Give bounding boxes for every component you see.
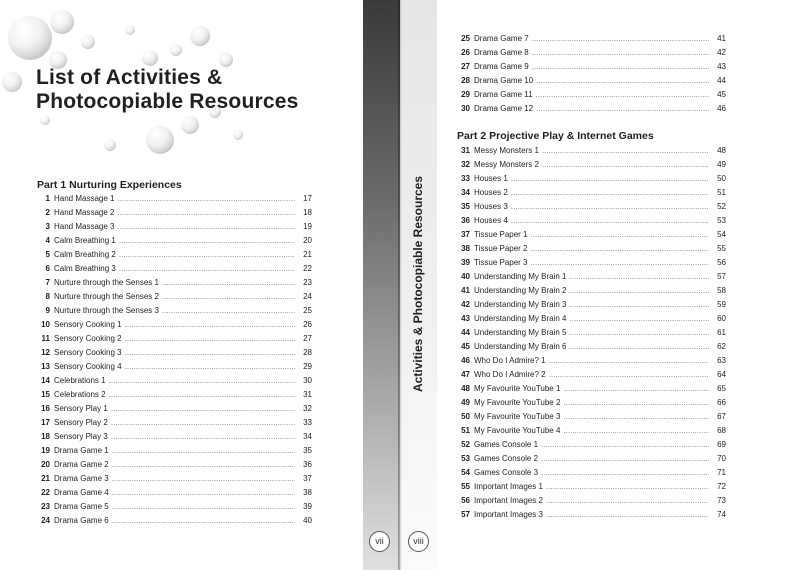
toc-leader-dots — [119, 264, 295, 273]
toc-entry-page: 51 — [717, 188, 726, 197]
toc-entry-page: 60 — [717, 314, 726, 323]
toc-leader-dots — [536, 76, 709, 85]
toc-entry-page: 63 — [717, 356, 726, 365]
toc-entry — [36, 516, 312, 530]
title-line-2: Photocopiable Resources — [36, 90, 299, 113]
toc-entry-page: 66 — [717, 398, 726, 407]
toc-entry-number: 29 — [461, 90, 470, 99]
toc-entry-number: 57 — [461, 510, 470, 519]
toc-entry — [456, 34, 726, 48]
toc-leader-dots — [112, 474, 295, 483]
toc-entry-page: 35 — [303, 446, 312, 455]
toc-leader-dots — [531, 230, 709, 239]
toc-entry-title: Drama Game 9 — [474, 62, 529, 71]
toc-entry — [36, 278, 312, 292]
toc-entry-page: 61 — [717, 328, 726, 337]
toc-entry — [456, 496, 726, 510]
toc-entry-title: Drama Game 5 — [54, 502, 109, 511]
toc-entry-page: 57 — [717, 272, 726, 281]
toc-entry — [36, 432, 312, 446]
toc-entry-number: 37 — [461, 230, 470, 239]
toc-entry — [36, 236, 312, 250]
toc-entry-title: Hand Massage 1 — [54, 194, 115, 203]
toc-entry — [456, 314, 726, 328]
toc-entry-title: Calm Breathing 3 — [54, 264, 116, 273]
toc-entry-page: 25 — [303, 306, 312, 315]
toc-leader-dots — [563, 398, 709, 407]
toc-entry — [36, 404, 312, 418]
toc-entry-page: 50 — [717, 174, 726, 183]
toc-entry-number: 11 — [41, 334, 50, 343]
toc-entry-number: 44 — [461, 328, 470, 337]
toc-entry — [36, 376, 312, 390]
toc-entry-page: 20 — [303, 236, 312, 245]
toc-entry — [36, 194, 312, 208]
toc-entry-page: 70 — [717, 454, 726, 463]
toc-entry — [456, 230, 726, 244]
toc-entry-page: 71 — [717, 468, 726, 477]
toc-entry — [456, 174, 726, 188]
toc-leader-dots — [570, 286, 710, 295]
toc-entry-page: 19 — [303, 222, 312, 231]
toc-entry-title: Nurture through the Senses 1 — [54, 278, 159, 287]
toc-entry-page: 52 — [717, 202, 726, 211]
toc-leader-dots — [111, 418, 295, 427]
toc-entry-title: Nurture through the Senses 2 — [54, 292, 159, 301]
toc-entry — [36, 250, 312, 264]
toc-entry — [456, 244, 726, 258]
toc-entry-number: 43 — [461, 314, 470, 323]
toc-entry-number: 50 — [461, 412, 470, 421]
toc-entry-title: Houses 3 — [474, 202, 508, 211]
toc-leader-dots — [549, 370, 709, 379]
toc-leader-dots — [546, 482, 709, 491]
toc-entry-number: 25 — [461, 34, 470, 43]
toc-entry — [36, 418, 312, 432]
toc-leader-dots — [570, 300, 710, 309]
toc-entry — [36, 208, 312, 222]
toc-entry-title: Understanding My Brain 3 — [474, 300, 567, 309]
toc-entry — [456, 286, 726, 300]
toc-entry-number: 38 — [461, 244, 470, 253]
part1-heading: Part 1 Nurturing Experiences — [37, 179, 182, 191]
toc-entry — [456, 454, 726, 468]
toc-entry-page: 26 — [303, 320, 312, 329]
toc-entry-number: 36 — [461, 216, 470, 225]
toc-entry-title: Calm Breathing 1 — [54, 236, 116, 245]
toc-entry-title: Houses 1 — [474, 174, 508, 183]
toc-entry-page: 44 — [717, 76, 726, 85]
toc-leader-dots — [125, 362, 295, 371]
toc-entry-title: My Favourite YouTube 2 — [474, 398, 561, 407]
toc-entry-number: 9 — [45, 306, 50, 315]
toc-entry-title: Tissue Paper 2 — [474, 244, 528, 253]
toc-entry-number: 52 — [461, 440, 470, 449]
toc-entry-number: 39 — [461, 258, 470, 267]
toc-entry-page: 18 — [303, 208, 312, 217]
toc-entry — [456, 202, 726, 216]
toc-entry-page: 69 — [717, 440, 726, 449]
toc-entry-page: 22 — [303, 264, 312, 273]
toc-entry-number: 13 — [41, 362, 50, 371]
toc-entry-title: Drama Game 12 — [474, 104, 534, 113]
toc-entry-page: 54 — [717, 230, 726, 239]
toc-leader-dots — [112, 488, 295, 497]
toc-entry-title: Houses 2 — [474, 188, 508, 197]
toc-entry-number: 4 — [45, 236, 50, 245]
toc-entry — [36, 362, 312, 376]
toc-entry-page: 48 — [717, 146, 726, 155]
toc-entry-page: 68 — [717, 426, 726, 435]
toc-leader-dots — [117, 194, 295, 203]
toc-leader-dots — [111, 432, 295, 441]
toc-entry-title: Houses 4 — [474, 216, 508, 225]
toc-entry-number: 47 — [461, 370, 470, 379]
toc-entry-number: 18 — [41, 432, 50, 441]
toc-entry — [456, 146, 726, 160]
toc-leader-dots — [125, 320, 295, 329]
toc-entry-page: 36 — [303, 460, 312, 469]
toc-entry-number: 10 — [41, 320, 50, 329]
toc-entry-number: 5 — [45, 250, 50, 259]
toc-entry-page: 42 — [717, 48, 726, 57]
toc-entry-number: 42 — [461, 300, 470, 309]
toc-leader-dots — [109, 390, 295, 399]
toc-entry-title: Celebrations 1 — [54, 376, 106, 385]
toc-entry-title: Important Images 2 — [474, 496, 543, 505]
toc-leader-dots — [511, 216, 709, 225]
toc-entry-title: Nurture through the Senses 3 — [54, 306, 159, 315]
toc-leader-dots — [117, 208, 295, 217]
toc-entry-number: 7 — [45, 278, 50, 287]
toc-entry-title: Sensory Cooking 4 — [54, 362, 122, 371]
toc-entry-page: 62 — [717, 342, 726, 351]
toc-entry — [456, 48, 726, 62]
toc-entry-page: 17 — [303, 194, 312, 203]
toc-entry-page: 43 — [717, 62, 726, 71]
toc-entry-number: 34 — [461, 188, 470, 197]
toc-entry-title: Who Do I Admire? 1 — [474, 356, 546, 365]
toc-leader-dots — [563, 426, 709, 435]
toc-leader-dots — [542, 160, 709, 169]
toc-leader-dots — [125, 348, 295, 357]
toc-entry-number: 24 — [41, 516, 50, 525]
toc-entry-title: Games Console 2 — [474, 454, 539, 463]
toc-entry-page: 30 — [303, 376, 312, 385]
toc-leader-dots — [532, 62, 709, 71]
toc-entry-number: 2 — [45, 208, 50, 217]
toc-entry-page: 59 — [717, 300, 726, 309]
toc-leader-dots — [119, 236, 295, 245]
toc-entry-page: 73 — [717, 496, 726, 505]
toc-entry — [36, 306, 312, 320]
toc-entry-page: 24 — [303, 292, 312, 301]
toc-entry-page: 39 — [303, 502, 312, 511]
toc-entry-title: Sensory Play 2 — [54, 418, 108, 427]
toc-leader-dots — [536, 104, 709, 113]
toc-entry-number: 27 — [461, 62, 470, 71]
toc-entry-title: Who Do I Admire? 2 — [474, 370, 546, 379]
toc-entry — [36, 502, 312, 516]
toc-entry-number: 14 — [41, 376, 50, 385]
toc-entry — [456, 328, 726, 342]
toc-entry-page: 41 — [717, 34, 726, 43]
title-line-1: List of Activities & — [36, 66, 223, 89]
toc-leader-dots — [511, 202, 709, 211]
toc-entry-number: 51 — [461, 426, 470, 435]
toc-entry-number: 49 — [461, 398, 470, 407]
toc-entry — [456, 398, 726, 412]
toc-leader-dots — [112, 460, 295, 469]
toc-entry-number: 33 — [461, 174, 470, 183]
gutter-shadow — [398, 0, 402, 570]
toc-entry — [36, 446, 312, 460]
toc-leader-dots — [531, 244, 709, 253]
toc-entry-number: 26 — [461, 48, 470, 57]
toc-entry-title: Tissue Paper 3 — [474, 258, 528, 267]
toc-leader-dots — [162, 306, 295, 315]
page-number-right: viii — [408, 531, 429, 552]
toc-entry-number: 30 — [461, 104, 470, 113]
toc-entry-title: Drama Game 3 — [54, 474, 109, 483]
toc-leader-dots — [570, 314, 710, 323]
left-page — [0, 0, 363, 570]
toc-entry — [36, 264, 312, 278]
toc-entry-title: Hand Massage 2 — [54, 208, 115, 217]
toc-entry — [456, 188, 726, 202]
spine-vertical-title: Activities & Photocopiable Resources — [411, 175, 425, 393]
toc-entry-number: 15 — [41, 390, 50, 399]
part2-heading: Part 2 Projective Play & Internet Games — [457, 130, 654, 142]
toc-entry-title: Drama Game 6 — [54, 516, 109, 525]
toc-entry-title: Understanding My Brain 2 — [474, 286, 567, 295]
toc-entry-title: Sensory Cooking 2 — [54, 334, 122, 343]
toc-entry — [456, 104, 726, 118]
toc-entry-title: Drama Game 1 — [54, 446, 109, 455]
toc-entry-title: Drama Game 8 — [474, 48, 529, 57]
toc-leader-dots — [117, 222, 295, 231]
toc-entry — [36, 390, 312, 404]
page-band-left — [363, 0, 400, 570]
toc-entry — [456, 426, 726, 440]
toc-leader-dots — [125, 334, 295, 343]
toc-leader-dots — [112, 446, 295, 455]
toc-entry — [36, 334, 312, 348]
toc-entry-page: 33 — [303, 418, 312, 427]
toc-entry — [456, 300, 726, 314]
toc-entry-title: Understanding My Brain 6 — [474, 342, 567, 351]
toc-leader-dots — [570, 328, 710, 337]
toc-leader-dots — [531, 258, 709, 267]
toc-entry-title: Understanding My Brain 1 — [474, 272, 567, 281]
toc-entry — [456, 160, 726, 174]
toc-leader-dots — [112, 502, 295, 511]
toc-entry-number: 12 — [41, 348, 50, 357]
toc-leader-dots — [111, 404, 295, 413]
continued-toc-list — [456, 34, 726, 118]
toc-entry-title: Hand Massage 3 — [54, 222, 115, 231]
toc-entry-number: 16 — [41, 404, 50, 413]
toc-entry — [456, 510, 726, 524]
toc-entry-title: Games Console 1 — [474, 440, 539, 449]
toc-entry-number: 41 — [461, 286, 470, 295]
toc-leader-dots — [549, 356, 709, 365]
toc-entry-title: Sensory Play 1 — [54, 404, 108, 413]
toc-entry — [456, 356, 726, 370]
toc-leader-dots — [112, 516, 295, 525]
toc-entry — [456, 412, 726, 426]
toc-entry-page: 37 — [303, 474, 312, 483]
toc-leader-dots — [536, 90, 709, 99]
toc-leader-dots — [563, 412, 709, 421]
toc-entry-page: 31 — [303, 390, 312, 399]
toc-entry-page: 46 — [717, 104, 726, 113]
toc-entry-title: Messy Monsters 2 — [474, 160, 539, 169]
toc-leader-dots — [546, 510, 709, 519]
toc-entry-title: Celebrations 2 — [54, 390, 106, 399]
toc-leader-dots — [541, 468, 709, 477]
toc-entry-title: Calm Breathing 2 — [54, 250, 116, 259]
toc-entry-title: My Favourite YouTube 4 — [474, 426, 561, 435]
toc-entry — [456, 384, 726, 398]
toc-entry — [36, 320, 312, 334]
toc-entry-title: Important Images 3 — [474, 510, 543, 519]
page-number-left: vii — [369, 531, 390, 552]
toc-entry-page: 74 — [717, 510, 726, 519]
toc-entry-page: 32 — [303, 404, 312, 413]
toc-entry — [36, 222, 312, 236]
toc-leader-dots — [162, 278, 295, 287]
toc-entry-page: 67 — [717, 412, 726, 421]
toc-entry-number: 55 — [461, 482, 470, 491]
toc-entry-number: 3 — [45, 222, 50, 231]
toc-entry — [456, 370, 726, 384]
toc-entry-title: Important Images 1 — [474, 482, 543, 491]
toc-entry — [456, 342, 726, 356]
toc-entry-number: 8 — [45, 292, 50, 301]
toc-leader-dots — [119, 250, 295, 259]
toc-entry — [456, 62, 726, 76]
toc-entry-number: 35 — [461, 202, 470, 211]
toc-entry-title: Tissue Paper 1 — [474, 230, 528, 239]
toc-entry-number: 20 — [41, 460, 50, 469]
toc-leader-dots — [541, 440, 709, 449]
toc-entry-page: 29 — [303, 362, 312, 371]
toc-entry — [456, 216, 726, 230]
toc-entry-number: 22 — [41, 488, 50, 497]
toc-entry — [36, 488, 312, 502]
part1-toc-list — [36, 194, 312, 530]
toc-entry-number: 45 — [461, 342, 470, 351]
toc-leader-dots — [541, 454, 709, 463]
toc-entry-number: 40 — [461, 272, 470, 281]
toc-entry — [456, 272, 726, 286]
toc-entry-title: My Favourite YouTube 1 — [474, 384, 561, 393]
toc-entry-page: 21 — [303, 250, 312, 259]
toc-entry-number: 21 — [41, 474, 50, 483]
toc-entry-page: 23 — [303, 278, 312, 287]
toc-entry-number: 56 — [461, 496, 470, 505]
toc-entry — [456, 90, 726, 104]
toc-entry-title: Drama Game 7 — [474, 34, 529, 43]
toc-entry-number: 28 — [461, 76, 470, 85]
toc-entry-page: 49 — [717, 160, 726, 169]
toc-entry — [456, 440, 726, 454]
page-title — [36, 66, 299, 114]
toc-entry-number: 46 — [461, 356, 470, 365]
toc-entry-title: Drama Game 2 — [54, 460, 109, 469]
toc-entry-number: 31 — [461, 146, 470, 155]
toc-entry-title: Drama Game 10 — [474, 76, 534, 85]
toc-entry-page: 72 — [717, 482, 726, 491]
toc-entry-page: 56 — [717, 258, 726, 267]
toc-entry-page: 58 — [717, 286, 726, 295]
toc-leader-dots — [542, 146, 709, 155]
toc-entry-number: 23 — [41, 502, 50, 511]
toc-entry-number: 19 — [41, 446, 50, 455]
part2-toc-list — [456, 146, 726, 524]
toc-leader-dots — [532, 48, 709, 57]
toc-entry-number: 1 — [45, 194, 50, 203]
toc-entry-page: 27 — [303, 334, 312, 343]
toc-entry-title: Drama Game 11 — [474, 90, 533, 99]
toc-entry-title: Drama Game 4 — [54, 488, 109, 497]
toc-entry-page: 28 — [303, 348, 312, 357]
toc-entry-page: 53 — [717, 216, 726, 225]
toc-entry-page: 64 — [717, 370, 726, 379]
toc-leader-dots — [546, 496, 709, 505]
toc-entry-title: Messy Monsters 1 — [474, 146, 539, 155]
toc-entry-page: 34 — [303, 432, 312, 441]
toc-leader-dots — [570, 342, 710, 351]
toc-entry-title: Sensory Play 3 — [54, 432, 108, 441]
toc-entry-page: 45 — [717, 90, 726, 99]
toc-entry-title: Sensory Cooking 3 — [54, 348, 122, 357]
toc-entry — [456, 258, 726, 272]
toc-entry — [36, 348, 312, 362]
toc-leader-dots — [563, 384, 709, 393]
toc-leader-dots — [532, 34, 709, 43]
toc-entry-title: Understanding My Brain 5 — [474, 328, 567, 337]
toc-entry-number: 6 — [45, 264, 50, 273]
toc-entry-title: My Favourite YouTube 3 — [474, 412, 561, 421]
toc-entry-number: 32 — [461, 160, 470, 169]
toc-leader-dots — [570, 272, 710, 281]
toc-entry — [456, 482, 726, 496]
toc-entry — [36, 474, 312, 488]
toc-entry-number: 48 — [461, 384, 470, 393]
toc-entry — [36, 460, 312, 474]
toc-entry-page: 55 — [717, 244, 726, 253]
toc-entry — [456, 468, 726, 482]
toc-leader-dots — [511, 174, 709, 183]
toc-entry-page: 38 — [303, 488, 312, 497]
toc-entry-title: Games Console 3 — [474, 468, 539, 477]
toc-entry-page: 65 — [717, 384, 726, 393]
toc-leader-dots — [511, 188, 709, 197]
toc-entry — [36, 292, 312, 306]
toc-entry — [456, 76, 726, 90]
toc-entry-page: 40 — [303, 516, 312, 525]
toc-entry-title: Understanding My Brain 4 — [474, 314, 567, 323]
toc-entry-number: 54 — [461, 468, 470, 477]
toc-leader-dots — [109, 376, 295, 385]
toc-entry-number: 17 — [41, 418, 50, 427]
toc-entry-number: 53 — [461, 454, 470, 463]
toc-leader-dots — [162, 292, 295, 301]
toc-entry-title: Sensory Cooking 1 — [54, 320, 122, 329]
